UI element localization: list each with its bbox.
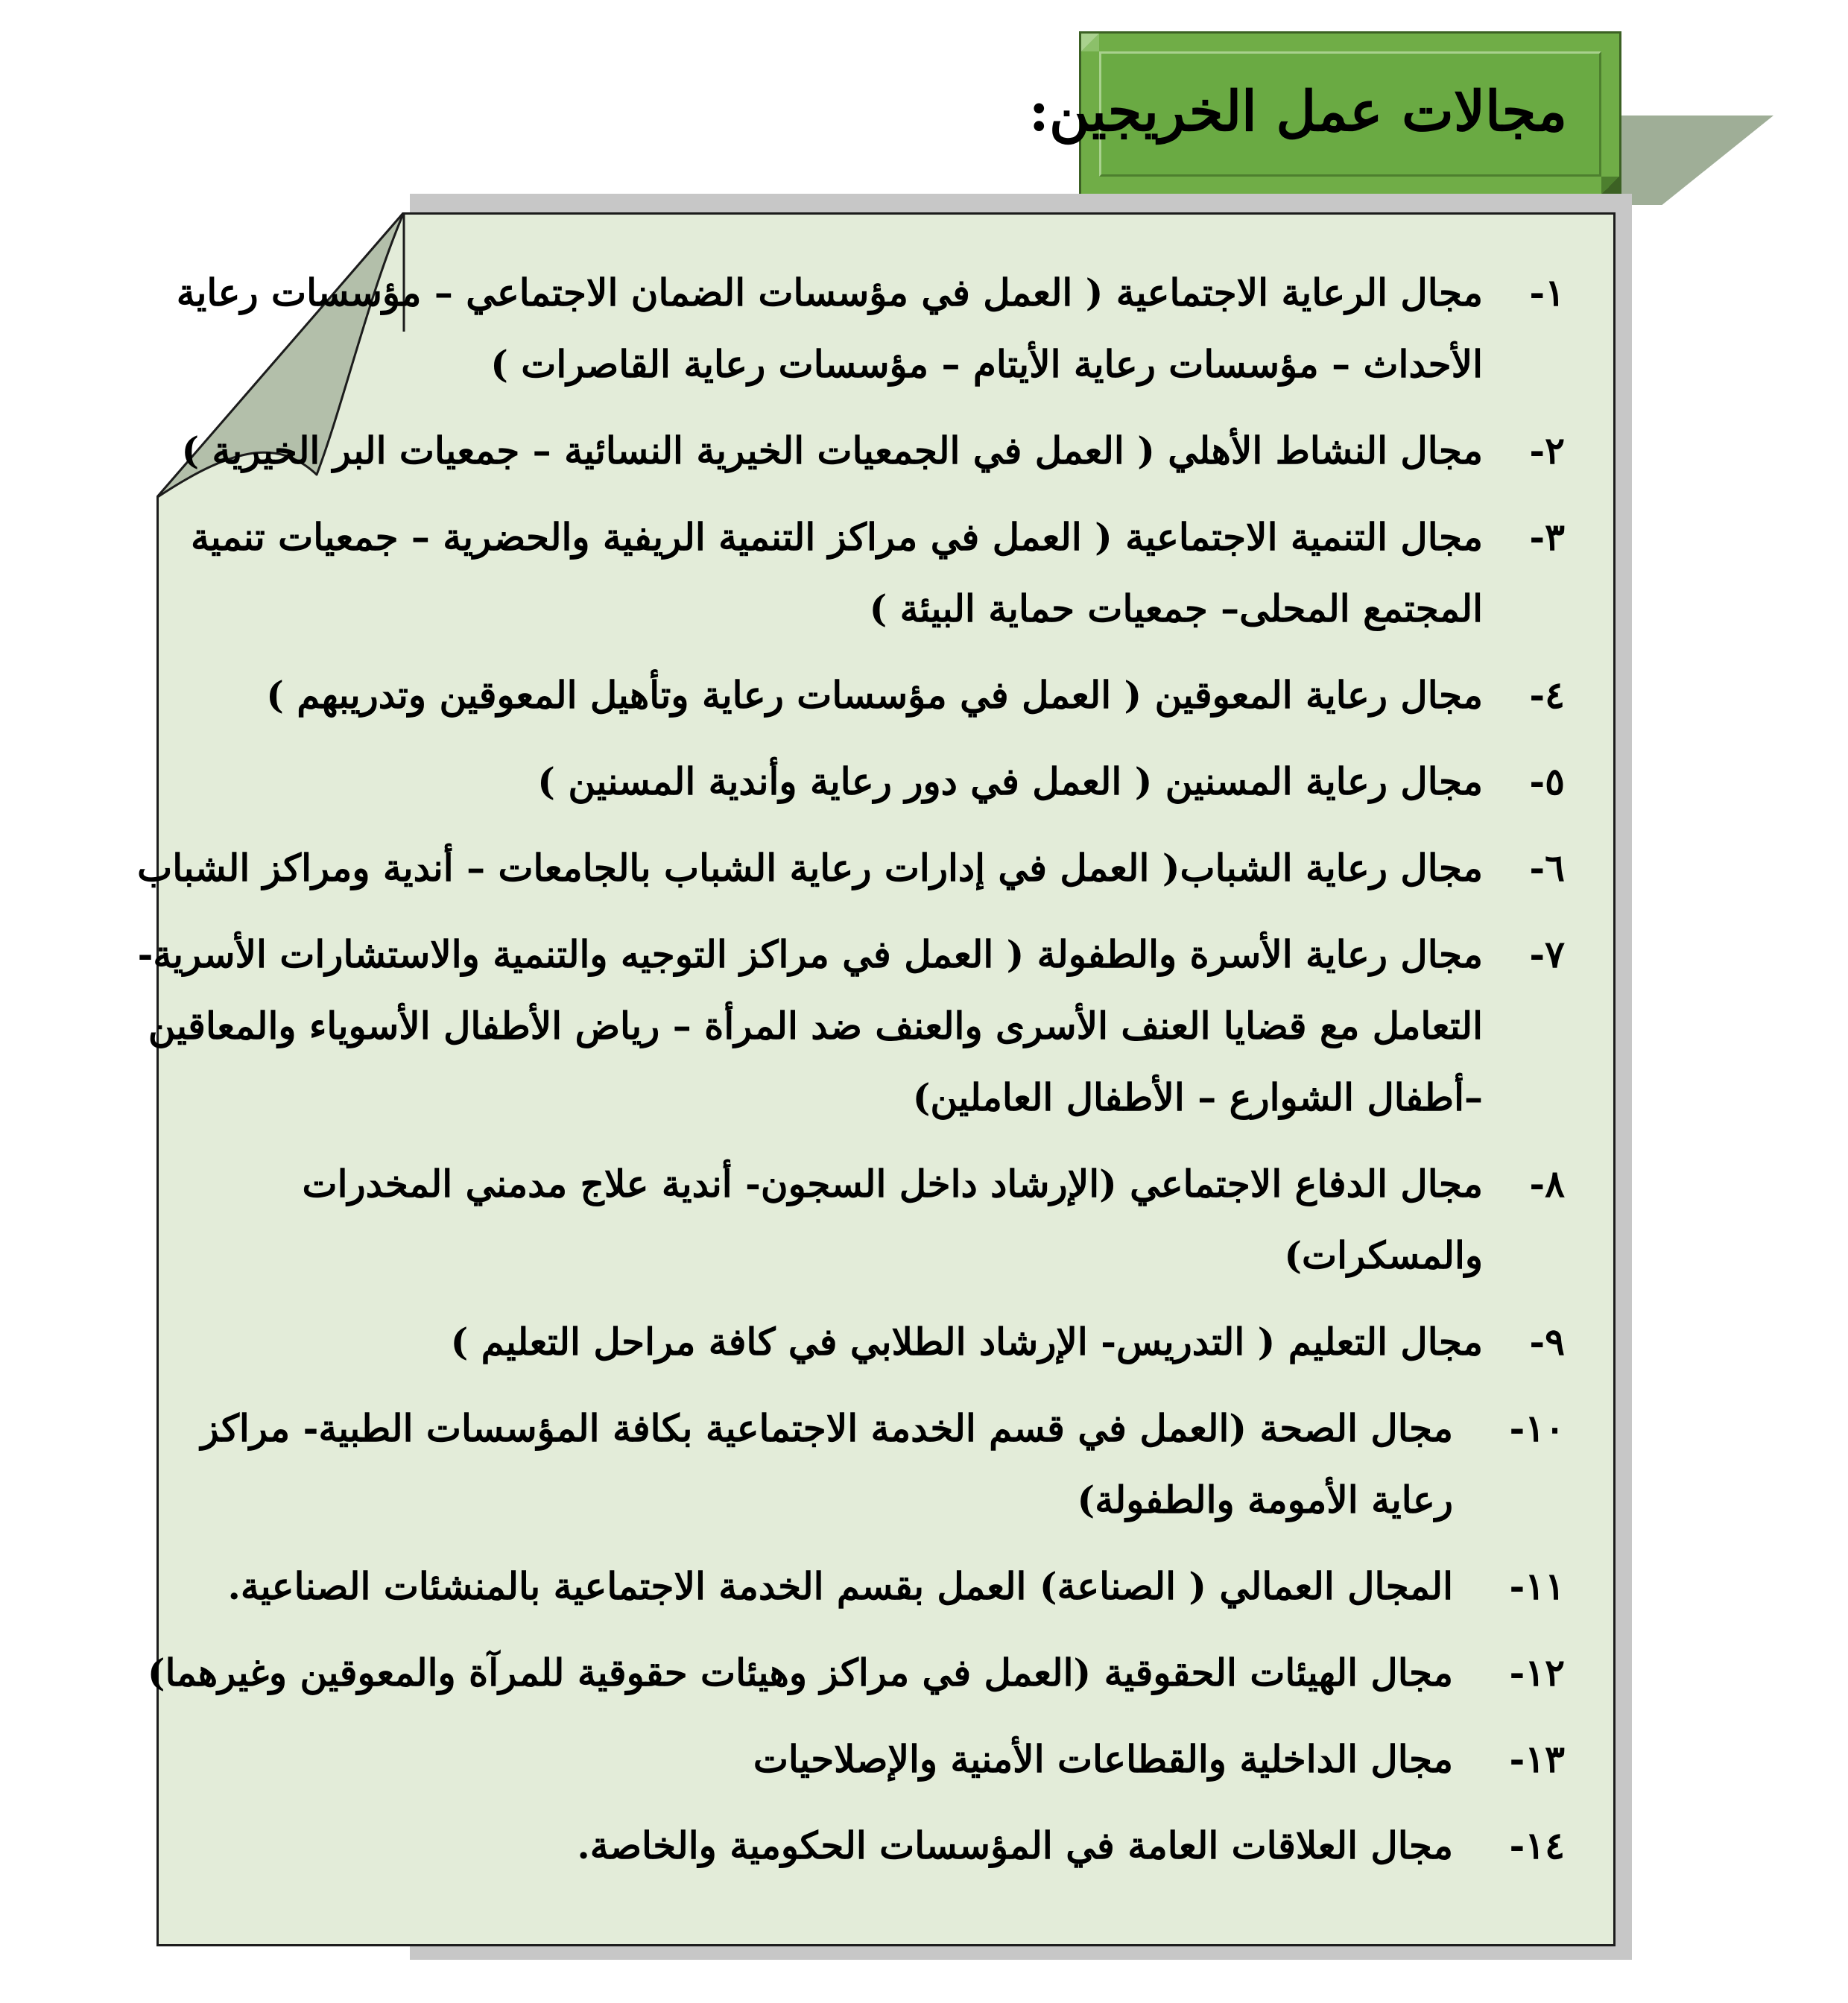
list-item xyxy=(119,501,1565,645)
item-text: مجال التنمية الاجتماعية ( العمل في مراكز التنمية الريفية والحضرية – جمعيات تنمية المجتمع المحلى– جمعيات حماية البيئة ) xyxy=(190,515,1483,630)
item-number: ١٢- xyxy=(1509,1651,1565,1695)
item-number: ٨- xyxy=(1529,1162,1565,1206)
item-text: مجال رعاية المعوقين ( العمل في مؤسسات رعاية وتأهيل المعوقين وتدريبهم ) xyxy=(266,673,1483,717)
item-text: مجال الرعاية الاجتماعية ( العمل في مؤسسات الضمان الاجتماعي – مؤسسات رعاية الأحداث – مؤسسات رعاية الأيتام – مؤسسات رعاية القاصرات ) xyxy=(176,270,1483,386)
list-item xyxy=(119,832,1565,904)
item-number: ٩- xyxy=(1529,1320,1565,1364)
list-item xyxy=(119,1724,1565,1795)
title-banner xyxy=(1028,31,1621,197)
banner-shadow xyxy=(1602,116,1773,205)
item-text: مجال الهيئات الحقوقية (العمل في مراكز وهيئات حقوقية للمرآة والمعوقين وغيرهما) xyxy=(147,1651,1453,1695)
banner-corner-top-left xyxy=(1081,34,1099,51)
item-number: ١٠- xyxy=(1509,1406,1565,1450)
item-number: ٦- xyxy=(1529,846,1565,890)
item-number: ٥- xyxy=(1529,759,1565,803)
item-text: مجال الداخلية والقطاعات الأمنية والإصلاحيات xyxy=(753,1737,1453,1781)
graduate-fields-list xyxy=(119,257,1565,1896)
item-text: المجال العمالي ( الصناعة) العمل بقسم الخدمة الاجتماعية بالمنشئات الصناعية. xyxy=(227,1564,1453,1608)
list-item xyxy=(119,257,1565,400)
item-text: مجال النشاط الأهلي ( العمل في الجمعيات الخيرية النسائية – جمعيات البر الخيرية ) xyxy=(181,428,1483,472)
list-item xyxy=(119,1393,1565,1536)
page-title: مجالات عمل الخريجين: xyxy=(1028,80,1567,144)
list-item xyxy=(119,919,1565,1133)
item-text: مجال رعاية الشباب( العمل في إدارات رعاية الشباب بالجامعات – أندية ومراكز الشباب xyxy=(137,846,1483,890)
item-text: مجال رعاية المسنين ( العمل في دور رعاية وأندية المسنين ) xyxy=(537,759,1483,803)
list-item xyxy=(119,746,1565,817)
item-number: ١- xyxy=(1529,270,1565,314)
item-text: مجال التعليم ( التدريس- الإرشاد الطلابي في كافة مراحل التعليم ) xyxy=(450,1320,1483,1364)
item-text: مجال الصحة (العمل في قسم الخدمة الاجتماعية بكافة المؤسسات الطبية- مراكز رعاية الأمومة والطفولة) xyxy=(200,1406,1453,1522)
list-item xyxy=(119,659,1565,731)
item-number: ١١- xyxy=(1509,1564,1565,1608)
list-item xyxy=(119,1810,1565,1882)
item-number: ٤- xyxy=(1529,673,1565,717)
item-number: ٣- xyxy=(1529,515,1565,559)
item-number: ١٣- xyxy=(1509,1737,1565,1781)
item-text: مجال رعاية الأسرة والطفولة ( العمل في مراكز التوجيه والتنمية والاستشارات الأسرية- التعامل مع قضايا العنف الأسرى والعنف ضد المرأة – رياض الأطفال الأسوياء والمعاقين –أطفال الشوارع – الأطفال العاملين) xyxy=(137,932,1483,1119)
list-item xyxy=(119,415,1565,487)
banner-corner-bottom-right xyxy=(1601,177,1619,194)
item-text: مجال العلاقات العامة في المؤسسات الحكومية والخاصة. xyxy=(577,1823,1453,1867)
list-item xyxy=(119,1148,1565,1291)
list-item xyxy=(119,1637,1565,1709)
item-text: مجال الدفاع الاجتماعي (الإرشاد داخل السجون- أندية علاج مدمني المخدرات والمسكرات) xyxy=(302,1162,1483,1277)
list-item xyxy=(119,1551,1565,1622)
item-number: ٧- xyxy=(1529,932,1565,976)
item-number: ١٤- xyxy=(1509,1823,1565,1867)
item-number: ٢- xyxy=(1529,428,1565,472)
list-item xyxy=(119,1306,1565,1378)
